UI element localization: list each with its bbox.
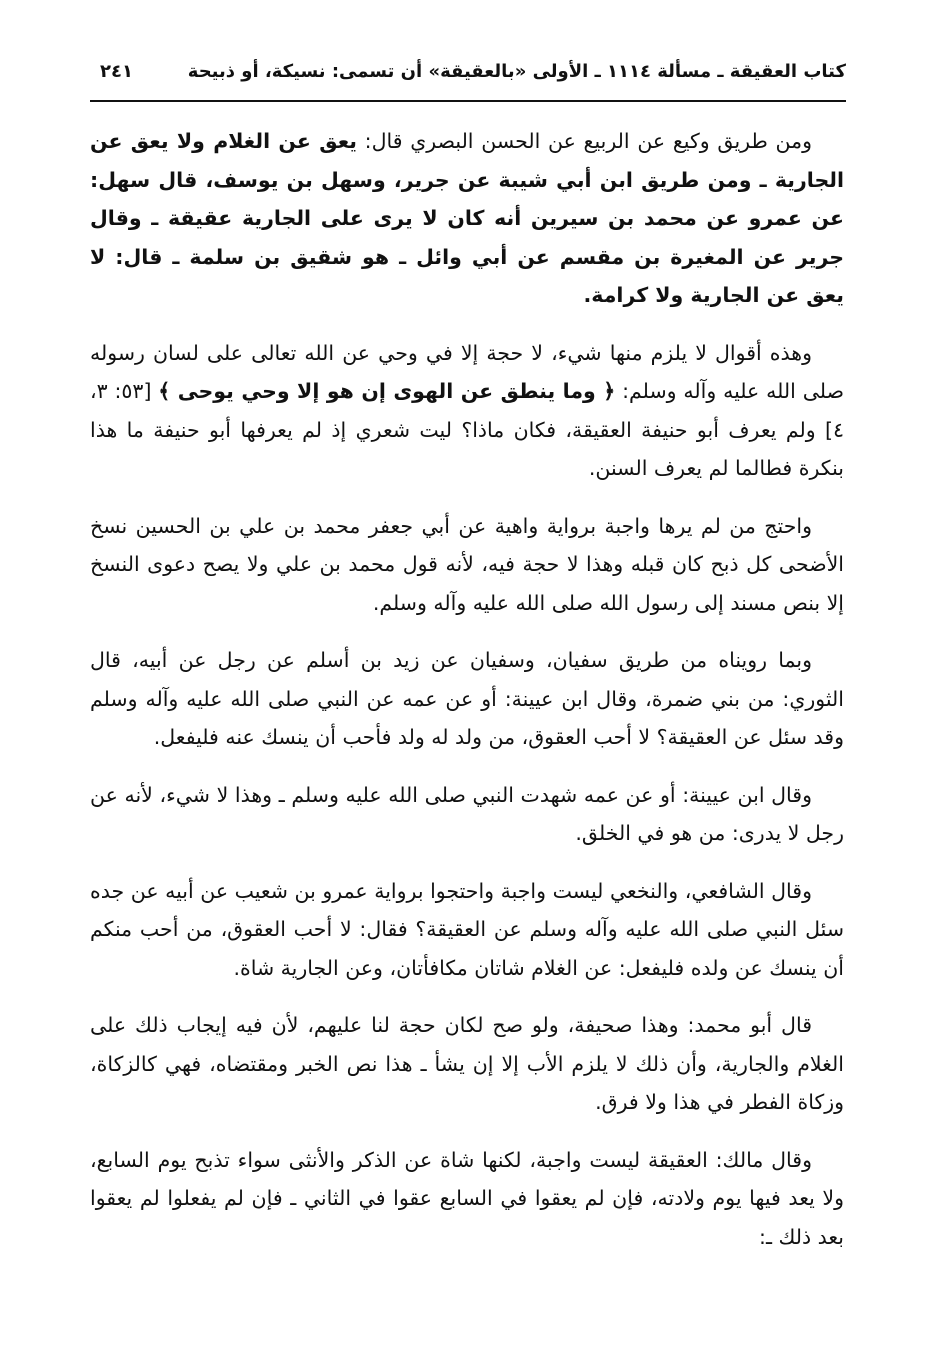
paragraph-3 — [90, 507, 844, 623]
page-header — [92, 55, 846, 95]
body-text — [90, 122, 844, 1275]
paragraph-7-text: قال أبو محمد: وهذا صحيفة، ولو صح لكان حجة لنا عليهم، لأن فيه إيجاب ذلك على الغلام والجارية، وأن ذلك لا يلزم الأب إلا إن يشأ ـ هذا نص الخبر ومقتضاه، فهي كالزكاة، وزكاة الفطر في هذا ولا فرق. — [90, 1013, 844, 1114]
running-title: كتاب العقيقة ـ مسألة ١١١٤ ـ الأولى «بالعقيقة» أن تسمى: نسيكة، أو ذبيحة — [187, 61, 846, 82]
paragraph-6-text: وقال الشافعي، والنخعي ليست واجبة واحتجوا برواية عمرو بن شعيب عن أبيه عن جده سئل النبي صلى الله عليه وآله وسلم عن العقيقة؟ فقال: لا أحب العقوق، من أحب منكم أن ينسك عن ولده فليفعل: عن الغلام شاتان مكافأتان، وعن الجارية شاة. — [90, 878, 844, 980]
page-number: ٢٤١ — [100, 61, 133, 82]
header-rule — [90, 100, 846, 102]
paragraph-1-bold: يعق عن الغلام ولا يعق عن الجارية ـ ومن طريق ابن أبي شيبة عن جرير، وسهل بن يوسف، قال سهل: عن عمرو عن محمد بن سيرين أنه كان لا يرى على الجارية عقيقة ـ وقال جرير عن المغيرة بن مقسم عن أبي وائل ـ هو شقيق بن سلمة ـ قال: لا يعق عن الجارية ولا كرامة. — [90, 129, 844, 307]
quran-verse: ﴿ وما ينطق عن الهوى إن هو إلا وحي يوحى ﴾ — [158, 379, 616, 403]
paragraph-4-text: وبما رويناه من طريق سفيان، وسفيان عن زيد بن أسلم عن رجل عن أبيه، قال الثوري: من بني ضمرة، وقال ابن عيينة: أو عن عمه عن النبي صلى الله عليه وآله وسلم وقد سئل عن العقيقة؟ لا أحب العقوق، من ولد له ولد فأحب أن ينسك عنه فليفعل. — [90, 648, 844, 749]
paragraph-7 — [90, 1006, 844, 1122]
paragraph-2-tail: [٥٣: ٣، ٤] ولم يعرف أبو حنيفة العقيقة، فكان ماذا؟ ليت شعري إذ لم يعرفها أبو حنيفة ما هذا بنكرة فطالما لم يعرف السنن. — [90, 379, 844, 480]
paragraph-4 — [90, 641, 844, 757]
paragraph-1-lead: ومن طريق وكيع عن الربيع عن الحسن البصري قال: — [356, 129, 812, 153]
paragraph-8 — [90, 1141, 844, 1257]
paragraph-6 — [90, 872, 844, 988]
paragraph-1 — [90, 122, 844, 315]
paragraph-8-text: وقال مالك: العقيقة ليست واجبة، لكنها شاة عن الذكر والأنثى سواء تذبح يوم السابع، ولا يعد فيها يوم ولادته، فإن لم يعقوا في السابع عقوا في الثاني ـ فإن لم يفعلوا لم يعقوا بعد ذلك ـ: — [90, 1147, 844, 1249]
paragraph-3-text: واحتج من لم يرها واجبة برواية واهية عن أبي جعفر محمد بن علي بن الحسين نسخ الأضحى كل ذبح كان قبله وهذا لا حجة فيه، لأنه قول محمد بن علي ولا يصح دعوى النسخ إلا بنص مسند إلى رسول الله صلى الله عليه وآله وسلم. — [90, 513, 844, 615]
paragraph-2-lead: وهذه أقوال لا يلزم منها شيء، لا حجة إلا في وحي عن الله تعالى على لسان رسوله صلى الله عليه وآله وسلم: — [90, 340, 844, 403]
paragraph-5-text: وقال ابن عيينة: أو عن عمه شهدت النبي صلى الله عليه وسلم ـ وهذا لا شيء، لأنه عن رجل لا يدرى: من هو في الخلق. — [90, 782, 844, 845]
paragraph-2 — [90, 334, 844, 488]
paragraph-5 — [90, 776, 844, 853]
